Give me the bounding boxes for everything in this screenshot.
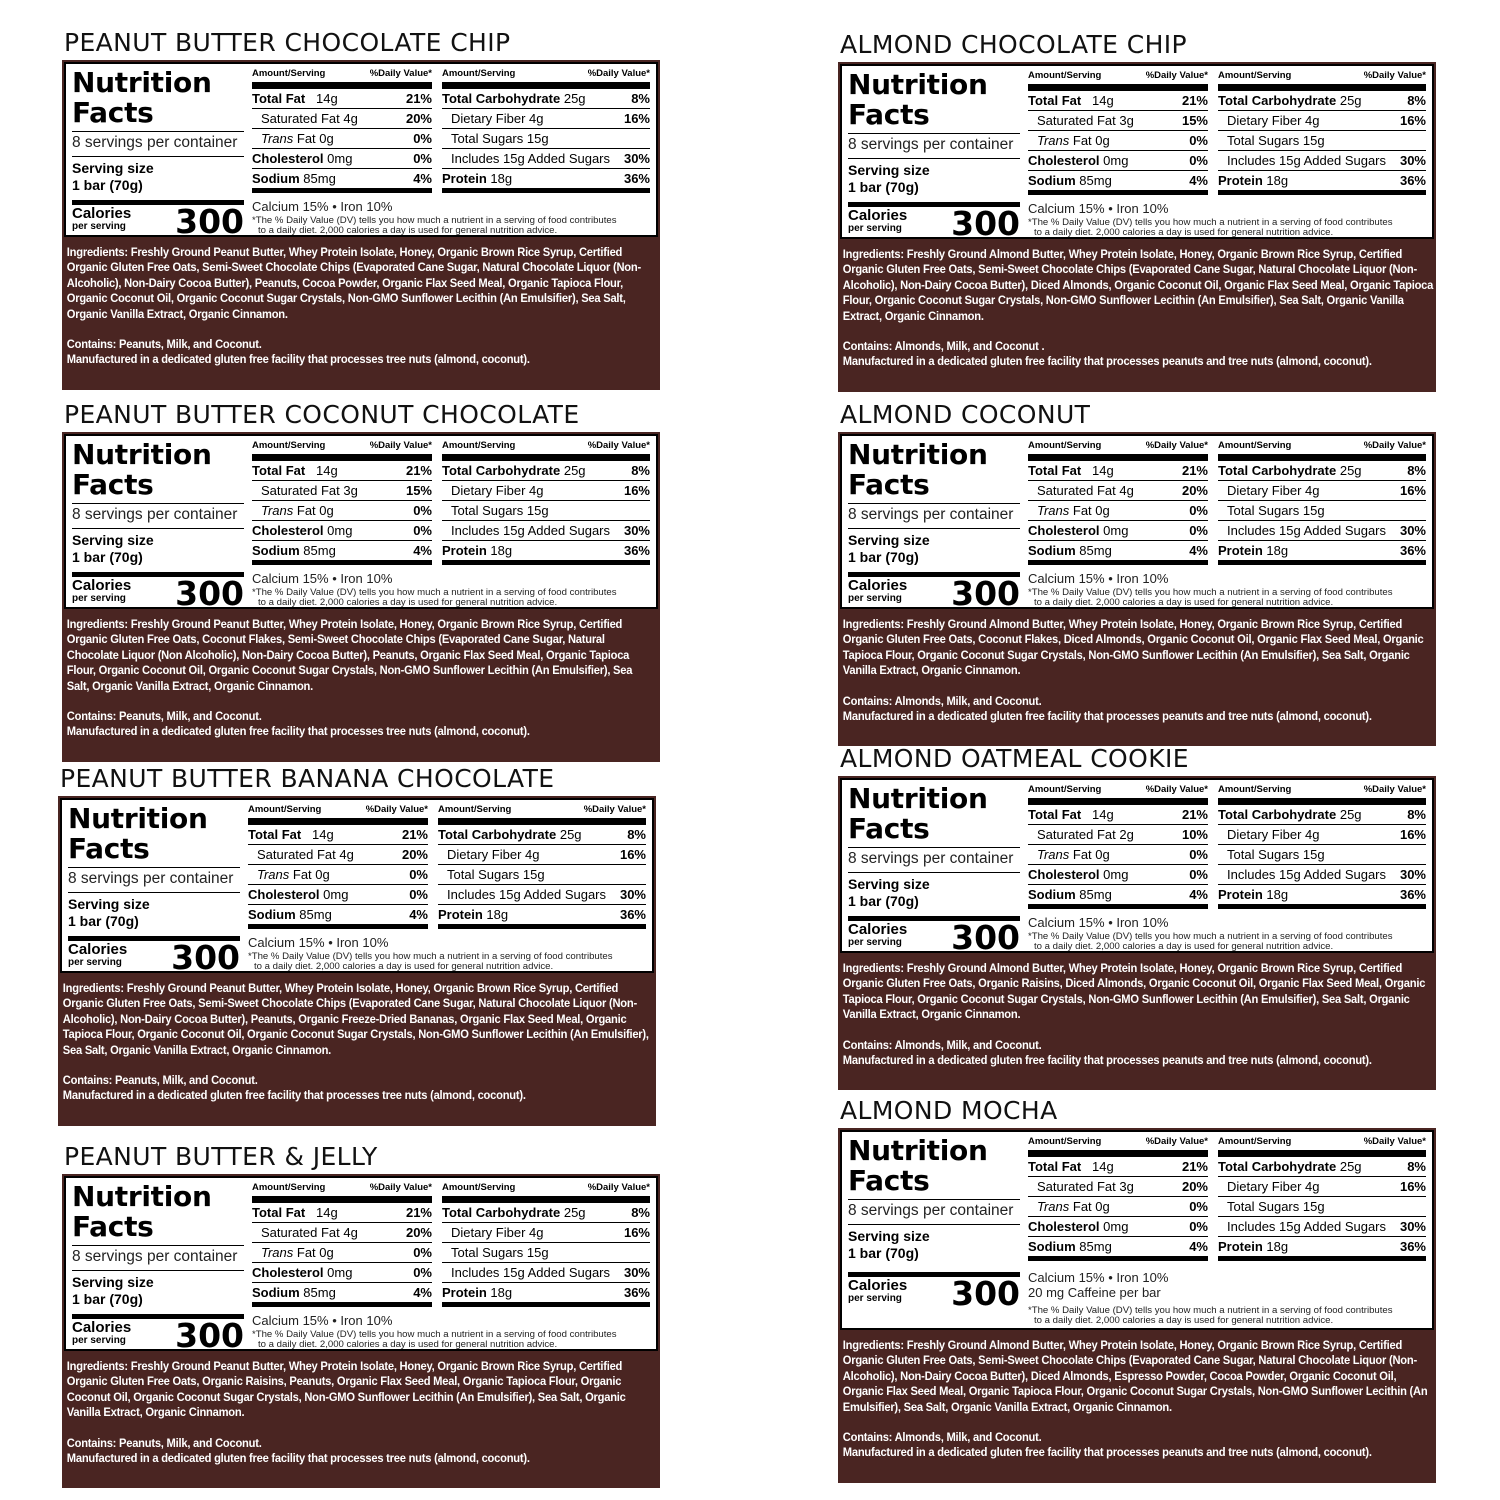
column-header: Amount/Serving %Daily Value*	[442, 1182, 650, 1203]
label-card	[62, 60, 660, 390]
calories-block	[72, 572, 244, 613]
calories-label: Calories	[68, 941, 128, 958]
total-fat-row: Total Fat 14g 21%	[1028, 1157, 1208, 1177]
protein-row: Protein 18g 36%	[1218, 885, 1426, 909]
contains-text: Contains: Peanuts, Milk, and Coconut.	[66, 1435, 262, 1450]
serving-size: Serving size 1 bar (70g)	[848, 872, 1020, 910]
added-sugars-row: Includes 15g Added Sugars 30%	[1218, 521, 1426, 541]
facility-text: Manufactured in a dedicated gluten free facility that processes peanuts and tree nuts (almond, coconut).	[842, 354, 1372, 369]
per-serving-label: per serving	[848, 937, 902, 948]
nf-header	[72, 1182, 244, 1308]
nutrient-column-1	[1028, 70, 1208, 195]
product-title: ALMOND CHOCOLATE CHIP	[840, 30, 1188, 59]
nf-title: Nutrition Facts	[848, 68, 988, 131]
calories-block	[848, 572, 1020, 613]
nf-header	[848, 440, 1020, 566]
cholesterol-row: Cholesterol 0mg 0%	[1028, 865, 1208, 885]
nf-header	[72, 440, 244, 566]
nf-title: Nutrition Facts	[72, 438, 212, 501]
calories-value: 300	[171, 938, 240, 977]
nf-header	[72, 68, 244, 194]
calcium-iron-text: Calcium 15% • Iron 10%	[252, 571, 393, 586]
daily-value-footnote: *The % Daily Value (DV) tells you how much a nutrient in a serving of food contributes to a daily diet. 2,000 calories a day is used for general nutrition advice.	[252, 1329, 617, 1350]
ingredients-box	[840, 1330, 1439, 1481]
column-header: Amount/Serving %Daily Value*	[438, 804, 646, 825]
ingredients-text: Ingredients: Freshly Ground Almond Butter, Whey Protein Isolate, Honey, Organic Brown Rice Syrup, Certified Organic Gluten Free Oats, Organic Raisins, Diced Almonds, Organic Coconut Oil, Organic Flax Seed Meal, Organic Tapioca Flour, Organic Coconut Sugar Crystals, Non-GMO Sunflower Lecithin (An Emulsifier), Sea Salt, Organic Vanilla Extract, Organic Cinnamon.	[842, 961, 1426, 1022]
column-header: Amount/Serving %Daily Value*	[1218, 1136, 1426, 1157]
daily-value-footnote: *The % Daily Value (DV) tells you how much a nutrient in a serving of food contributes to a daily diet. 2,000 calories a day is used for general nutrition advice.	[252, 215, 617, 236]
daily-value-footnote: *The % Daily Value (DV) tells you how much a nutrient in a serving of food contributes to a daily diet. 2,000 calories a day is used for general nutrition advice.	[1028, 587, 1393, 608]
added-sugars-row: Includes 15g Added Sugars 30%	[442, 1263, 650, 1283]
minerals-line	[252, 571, 652, 586]
facility-text: Manufactured in a dedicated gluten free facility that processes peanuts and tree nuts (almond, coconut).	[842, 1053, 1372, 1068]
saturated-fat-row: Saturated Fat 2g 10%	[1028, 825, 1208, 845]
product-title: PEANUT BUTTER COCONUT CHOCOLATE	[64, 400, 580, 429]
calories-label: Calories	[848, 207, 908, 224]
saturated-fat-row: Saturated Fat 4g 20%	[252, 109, 432, 129]
protein-row: Protein 18g 36%	[442, 169, 650, 193]
column-header: Amount/Serving %Daily Value*	[1028, 784, 1208, 805]
column-header: Amount/Serving %Daily Value*	[252, 1182, 432, 1203]
serving-size: Serving size 1 bar (70g)	[848, 158, 1020, 196]
label-card	[838, 62, 1436, 392]
total-carb-row: Total Carbohydrate 25g 8%	[1218, 91, 1426, 111]
nutrition-facts-label	[60, 798, 654, 977]
saturated-fat-row: Saturated Fat 3g 20%	[1028, 1177, 1208, 1197]
per-serving-label: per serving	[848, 593, 902, 604]
calories-value: 300	[951, 204, 1020, 243]
total-fat-row: Total Fat 14g 21%	[252, 1203, 432, 1223]
dietary-fiber-row: Dietary Fiber 4g 16%	[1218, 481, 1426, 501]
trans-fat-row: Trans Fat 0g 0%	[252, 129, 432, 149]
total-fat-row: Total Fat 14g 21%	[1028, 461, 1208, 481]
servings-per-container: 8 servings per container	[72, 1245, 244, 1266]
ingredients-box	[840, 239, 1439, 390]
label-card	[838, 432, 1436, 746]
trans-fat-row: Trans Fat 0g 0%	[1028, 501, 1208, 521]
sodium-row: Sodium 85mg 4%	[252, 169, 432, 193]
total-fat-row: Total Fat 14g 21%	[1028, 805, 1208, 825]
nutrient-column-1	[252, 440, 432, 565]
cholesterol-row: Cholesterol 0mg 0%	[252, 521, 432, 541]
sodium-row: Sodium 85mg 4%	[1028, 171, 1208, 195]
calories-value: 300	[951, 1274, 1020, 1313]
nf-title: Nutrition Facts	[848, 782, 988, 845]
dietary-fiber-row: Dietary Fiber 4g 16%	[438, 845, 646, 865]
servings-per-container: 8 servings per container	[848, 847, 1020, 868]
dietary-fiber-row: Dietary Fiber 4g 16%	[1218, 111, 1426, 131]
trans-fat-row: Trans Fat 0g 0%	[1028, 845, 1208, 865]
per-serving-label: per serving	[848, 223, 902, 234]
calcium-iron-text: Calcium 15% • Iron 10%	[1028, 201, 1169, 216]
facility-text: Manufactured in a dedicated gluten free facility that processes tree nuts (almond, coconut).	[66, 724, 530, 739]
calories-block	[848, 1272, 1020, 1313]
total-sugars-row: Total Sugars 15g	[438, 865, 646, 885]
contains-text: Contains: Almonds, Milk, and Coconut.	[842, 1430, 1042, 1445]
ingredients-text: Ingredients: Freshly Ground Almond Butter, Whey Protein Isolate, Honey, Organic Brown Rice Syrup, Certified Organic Gluten Free Oats, Semi-Sweet Chocolate Chips (Evaporated Cane Sugar, Natural Chocolate Liquor (Non-Alcoholic), Non-Dairy Cocoa Butter), Diced Almonds, Organic Coconut Oil, Organic Flax Seed Meal, Organic Tapioca Flour, Organic Coconut Sugar Crystals, Non-GMO Sunflower Lecithin (An Emulsifier), Sea Salt, Organic Vanilla Extract, Organic Cinnamon.	[842, 247, 1434, 323]
sodium-row: Sodium 85mg 4%	[252, 1283, 432, 1307]
servings-per-container: 8 servings per container	[72, 131, 244, 152]
trans-fat-row: Trans Fat 0g 0%	[252, 501, 432, 521]
nutrient-column-1	[1028, 1136, 1208, 1261]
calories-value: 300	[175, 1316, 244, 1355]
sodium-row: Sodium 85mg 4%	[252, 541, 432, 565]
ingredients-text: Ingredients: Freshly Ground Peanut Butter, Whey Protein Isolate, Honey, Organic Brown Rice Syrup, Certified Organic Gluten Free Oats, Coconut Flakes, Semi-Sweet Chocolate Chips (Evaporated Cane Sugar, Natural Chocolate Liquor (Non Alcoholic), Non-Dairy Cocoa Butter), Peanuts, Organic Flax Seed Meal, Organic Tapioca Flour, Organic Coconut Oil, Organic Coconut Sugar Crystals, Non-GMO Sunflower Lecithin (An Emulsifier), Sea Salt, Organic Vanilla Extract, Organic Cinnamon.	[66, 617, 633, 693]
added-sugars-row: Includes 15g Added Sugars 30%	[1218, 151, 1426, 171]
nf-title: Nutrition Facts	[848, 1134, 988, 1197]
dietary-fiber-row: Dietary Fiber 4g 16%	[442, 109, 650, 129]
trans-fat-row: Trans Fat 0g 0%	[1028, 131, 1208, 151]
nf-title: Nutrition Facts	[848, 438, 988, 501]
label-card	[62, 1174, 660, 1488]
facility-text: Manufactured in a dedicated gluten free facility that processes peanuts and tree nuts (almond, coconut).	[842, 1445, 1372, 1460]
sodium-row: Sodium 85mg 4%	[248, 905, 428, 929]
column-header: Amount/Serving %Daily Value*	[1218, 784, 1426, 805]
calcium-iron-text: Calcium 15% • Iron 10%	[1028, 1270, 1169, 1285]
total-carb-row: Total Carbohydrate 25g 8%	[1218, 1157, 1426, 1177]
total-fat-row: Total Fat 14g 21%	[252, 89, 432, 109]
calories-block	[68, 936, 240, 977]
dietary-fiber-row: Dietary Fiber 4g 16%	[442, 1223, 650, 1243]
nutrient-column-1	[252, 68, 432, 193]
column-header: Amount/Serving %Daily Value*	[252, 68, 432, 89]
nutrition-facts-label	[840, 64, 1434, 243]
nutrient-column-1	[1028, 784, 1208, 909]
total-carb-row: Total Carbohydrate 25g 8%	[1218, 805, 1426, 825]
protein-row: Protein 18g 36%	[442, 541, 650, 565]
protein-row: Protein 18g 36%	[1218, 541, 1426, 565]
serving-size: Serving size 1 bar (70g)	[72, 156, 244, 194]
facility-text: Manufactured in a dedicated gluten free facility that processes tree nuts (almond, coconut).	[66, 352, 530, 367]
calories-label: Calories	[848, 921, 908, 938]
facility-text: Manufactured in a dedicated gluten free facility that processes tree nuts (almond, coconut).	[62, 1088, 526, 1103]
calcium-iron-text: Calcium 15% • Iron 10%	[248, 935, 389, 950]
saturated-fat-row: Saturated Fat 4g 20%	[252, 1223, 432, 1243]
per-serving-label: per serving	[72, 1335, 126, 1346]
saturated-fat-row: Saturated Fat 3g 15%	[1028, 111, 1208, 131]
nutrient-column-2	[442, 1182, 650, 1307]
calories-block	[848, 202, 1020, 243]
saturated-fat-row: Saturated Fat 3g 15%	[252, 481, 432, 501]
added-sugars-row: Includes 15g Added Sugars 30%	[442, 521, 650, 541]
column-header: Amount/Serving %Daily Value*	[1218, 440, 1426, 461]
minerals-line	[252, 199, 652, 214]
serving-size: Serving size 1 bar (70g)	[68, 892, 240, 930]
total-sugars-row: Total Sugars 15g	[442, 501, 650, 521]
nf-header	[848, 70, 1020, 196]
calories-label: Calories	[848, 1277, 908, 1294]
ingredients-text: Ingredients: Freshly Ground Peanut Butter, Whey Protein Isolate, Honey, Organic Brown Rice Syrup, Certified Organic Gluten Free Oats, Organic Raisins, Peanuts, Organic Flax Seed Meal, Organic Tapioca Flour, Organic Coconut Oil, Organic Coconut Sugar Crystals, Non-GMO Sunflower Lecithin (An Emulsifier), Sea Salt, Organic Vanilla Extract, Organic Cinnamon.	[66, 1359, 626, 1420]
nf-header	[848, 784, 1020, 910]
nf-title: Nutrition Facts	[68, 802, 208, 865]
nf-title: Nutrition Facts	[72, 1180, 212, 1243]
cholesterol-row: Cholesterol 0mg 0%	[252, 149, 432, 169]
ingredients-box	[64, 237, 663, 388]
calories-block	[72, 1314, 244, 1355]
product-title: ALMOND OATMEAL COOKIE	[840, 744, 1189, 773]
caffeine-text: 20 mg Caffeine per bar	[1028, 1285, 1161, 1300]
column-header: Amount/Serving %Daily Value*	[1028, 70, 1208, 91]
sodium-row: Sodium 85mg 4%	[1028, 541, 1208, 565]
contains-text: Contains: Peanuts, Milk, and Coconut.	[66, 337, 262, 352]
trans-fat-row: Trans Fat 0g 0%	[1028, 1197, 1208, 1217]
label-card	[58, 796, 656, 1126]
column-header: Amount/Serving %Daily Value*	[1028, 440, 1208, 461]
nutrient-column-2	[442, 68, 650, 193]
facility-text: Manufactured in a dedicated gluten free facility that processes peanuts and tree nuts (almond, coconut).	[842, 709, 1372, 724]
column-header: Amount/Serving %Daily Value*	[442, 68, 650, 89]
calories-value: 300	[951, 918, 1020, 957]
calories-block	[848, 916, 1020, 957]
nutrient-column-2	[1218, 784, 1426, 909]
nutrition-facts-label	[840, 434, 1434, 613]
trans-fat-row: Trans Fat 0g 0%	[248, 865, 428, 885]
cholesterol-row: Cholesterol 0mg 0%	[248, 885, 428, 905]
serving-size: Serving size 1 bar (70g)	[72, 1270, 244, 1308]
calories-label: Calories	[72, 577, 132, 594]
serving-size: Serving size 1 bar (70g)	[848, 528, 1020, 566]
label-card	[838, 1128, 1436, 1483]
nf-header	[68, 804, 240, 930]
added-sugars-row: Includes 15g Added Sugars 30%	[438, 885, 646, 905]
contains-text: Contains: Peanuts, Milk, and Coconut.	[66, 709, 262, 724]
added-sugars-row: Includes 15g Added Sugars 30%	[1218, 865, 1426, 885]
protein-row: Protein 18g 36%	[438, 905, 646, 929]
sodium-row: Sodium 85mg 4%	[1028, 1237, 1208, 1261]
calcium-iron-text: Calcium 15% • Iron 10%	[252, 199, 393, 214]
serving-size: Serving size 1 bar (70g)	[848, 1224, 1020, 1262]
label-card	[62, 432, 660, 762]
ingredients-text: Ingredients: Freshly Ground Almond Butter, Whey Protein Isolate, Honey, Organic Brown Rice Syrup, Certified Organic Gluten Free Oats, Semi-Sweet Chocolate Chips (Evaporated Cane Sugar, Natural Chocolate Liquor (Non-Alcoholic), Non-Dairy Cocoa Butter), Diced Almonds, Espresso Powder, Cocoa Powder, Organic Coconut Oil, Organic Flax Seed Meal, Organic Tapioca Flour, Organic Coconut Sugar Crystals, Non-GMO Sunflower Lecithin (An Emulsifier), Sea Salt, Organic Vanilla Extract, Organic Cinnamon.	[842, 1338, 1428, 1414]
product-title: PEANUT BUTTER CHOCOLATE CHIP	[64, 28, 511, 57]
contains-text: Contains: Almonds, Milk, and Coconut.	[842, 1037, 1042, 1052]
nutrient-column-2	[1218, 70, 1426, 195]
dietary-fiber-row: Dietary Fiber 4g 16%	[1218, 825, 1426, 845]
saturated-fat-row: Saturated Fat 4g 20%	[248, 845, 428, 865]
nutrient-column-2	[1218, 440, 1426, 565]
cholesterol-row: Cholesterol 0mg 0%	[1028, 521, 1208, 541]
product-title: PEANUT BUTTER & JELLY	[64, 1142, 378, 1171]
added-sugars-row: Includes 15g Added Sugars 30%	[442, 149, 650, 169]
ingredients-text: Ingredients: Freshly Ground Almond Butter, Whey Protein Isolate, Honey, Organic Brown Rice Syrup, Certified Organic Gluten Free Oats, Coconut Flakes, Diced Almonds, Organic Coconut Oil, Organic Flax Seed Meal, Organic Tapioca Flour, Organic Coconut Sugar Crystals, Non-GMO Sunflower Lecithin (An Emulsifier), Sea Salt, Organic Vanilla Extract, Organic Cinnamon.	[842, 617, 1424, 678]
total-sugars-row: Total Sugars 15g	[442, 129, 650, 149]
minerals-line	[1028, 1270, 1428, 1300]
servings-per-container: 8 servings per container	[72, 503, 244, 524]
per-serving-label: per serving	[72, 593, 126, 604]
ingredients-text: Ingredients: Freshly Ground Peanut Butter, Whey Protein Isolate, Honey, Organic Brown Rice Syrup, Certified Organic Gluten Free Oats, Semi-Sweet Chocolate Chips (Evaporated Cane Sugar, Natural Chocolate Liquor (Non-Alcoholic), Non-Dairy Cocoa Butter), Peanuts, Cocoa Powder, Organic Flax Seed Meal, Organic Tapioca Flour, Organic Coconut Oil, Organic Coconut Sugar Crystals, Non-GMO Sunflower Lecithin (An Emulsifier), Sea Salt, Organic Vanilla Extract, Organic Cinnamon.	[66, 245, 641, 321]
minerals-line	[248, 935, 648, 950]
daily-value-footnote: *The % Daily Value (DV) tells you how much a nutrient in a serving of food contributes to a daily diet. 2,000 calories a day is used for general nutrition advice.	[248, 951, 613, 972]
nf-header	[848, 1136, 1020, 1262]
nutrition-facts-label	[64, 62, 658, 241]
product-title: ALMOND COCONUT	[840, 400, 1091, 429]
cholesterol-row: Cholesterol 0mg 0%	[1028, 151, 1208, 171]
nutrient-column-1	[248, 804, 428, 929]
total-carb-row: Total Carbohydrate 25g 8%	[1218, 461, 1426, 481]
ingredients-box	[64, 1351, 663, 1486]
trans-fat-row: Trans Fat 0g 0%	[252, 1243, 432, 1263]
nutrient-column-1	[1028, 440, 1208, 565]
daily-value-footnote: *The % Daily Value (DV) tells you how much a nutrient in a serving of food contributes to a daily diet. 2,000 calories a day is used for general nutrition advice.	[1028, 931, 1393, 952]
daily-value-footnote: *The % Daily Value (DV) tells you how much a nutrient in a serving of food contributes to a daily diet. 2,000 calories a day is used for general nutrition advice.	[1028, 1305, 1393, 1326]
saturated-fat-row: Saturated Fat 4g 20%	[1028, 481, 1208, 501]
minerals-line	[252, 1313, 652, 1328]
column-header: Amount/Serving %Daily Value*	[442, 440, 650, 461]
dietary-fiber-row: Dietary Fiber 4g 16%	[442, 481, 650, 501]
minerals-line	[1028, 201, 1428, 216]
servings-per-container: 8 servings per container	[848, 503, 1020, 524]
total-sugars-row: Total Sugars 15g	[1218, 1197, 1426, 1217]
cholesterol-row: Cholesterol 0mg 0%	[1028, 1217, 1208, 1237]
total-sugars-row: Total Sugars 15g	[1218, 845, 1426, 865]
ingredients-box	[60, 973, 659, 1124]
column-header: Amount/Serving %Daily Value*	[248, 804, 428, 825]
calories-label: Calories	[72, 205, 132, 222]
total-sugars-row: Total Sugars 15g	[442, 1243, 650, 1263]
contains-text: Contains: Peanuts, Milk, and Coconut.	[62, 1073, 258, 1088]
per-serving-label: per serving	[848, 1293, 902, 1304]
total-carb-row: Total Carbohydrate 25g 8%	[442, 1203, 650, 1223]
nutrient-column-2	[442, 440, 650, 565]
ingredients-box	[840, 609, 1439, 744]
calories-value: 300	[175, 574, 244, 613]
nutrition-facts-label	[840, 778, 1434, 957]
total-fat-row: Total Fat 14g 21%	[252, 461, 432, 481]
calcium-iron-text: Calcium 15% • Iron 10%	[252, 1313, 393, 1328]
nutrient-column-2	[1218, 1136, 1426, 1261]
calories-label: Calories	[72, 1319, 132, 1336]
nutrition-facts-label	[64, 1176, 658, 1355]
servings-per-container: 8 servings per container	[848, 133, 1020, 154]
column-header: Amount/Serving %Daily Value*	[1218, 70, 1426, 91]
ingredients-box	[840, 953, 1439, 1088]
nutrient-column-2	[438, 804, 646, 929]
servings-per-container: 8 servings per container	[68, 867, 240, 888]
ingredients-text: Ingredients: Freshly Ground Peanut Butter, Whey Protein Isolate, Honey, Organic Brown Rice Syrup, Certified Organic Gluten Free Oats, Semi-Sweet Chocolate Chips (Evaporated Cane Sugar, Natural Chocolate Liquor (Non-Alcoholic), Non-Dairy Cocoa Butter), Peanuts, Organic Freeze-Dried Bananas, Organic Flax Seed Meal, Organic Tapioca Flour, Organic Coconut Oil, Organic Coconut Sugar Crystals, Non-GMO Sunflower Lecithin (An Emulsifier), Sea Salt, Organic Vanilla Extract, Organic Cinnamon.	[62, 981, 649, 1057]
cholesterol-row: Cholesterol 0mg 0%	[252, 1263, 432, 1283]
total-carb-row: Total Carbohydrate 25g 8%	[438, 825, 646, 845]
contains-text: Contains: Almonds, Milk, and Coconut .	[842, 339, 1045, 354]
nf-title: Nutrition Facts	[72, 66, 212, 129]
calories-value: 300	[175, 202, 244, 241]
calcium-iron-text: Calcium 15% • Iron 10%	[1028, 571, 1169, 586]
calories-label: Calories	[848, 577, 908, 594]
protein-row: Protein 18g 36%	[1218, 1237, 1426, 1261]
column-header: Amount/Serving %Daily Value*	[252, 440, 432, 461]
dietary-fiber-row: Dietary Fiber 4g 16%	[1218, 1177, 1426, 1197]
daily-value-footnote: *The % Daily Value (DV) tells you how much a nutrient in a serving of food contributes to a daily diet. 2,000 calories a day is used for general nutrition advice.	[252, 587, 617, 608]
protein-row: Protein 18g 36%	[1218, 171, 1426, 195]
contains-text: Contains: Almonds, Milk, and Coconut.	[842, 693, 1042, 708]
nutrient-column-1	[252, 1182, 432, 1307]
ingredients-box	[64, 609, 663, 760]
serving-size: Serving size 1 bar (70g)	[72, 528, 244, 566]
product-title: PEANUT BUTTER BANANA CHOCOLATE	[60, 764, 555, 793]
total-carb-row: Total Carbohydrate 25g 8%	[442, 461, 650, 481]
nutrition-facts-label	[64, 434, 658, 613]
sodium-row: Sodium 85mg 4%	[1028, 885, 1208, 909]
total-sugars-row: Total Sugars 15g	[1218, 131, 1426, 151]
label-card	[838, 776, 1436, 1090]
calcium-iron-text: Calcium 15% • Iron 10%	[1028, 915, 1169, 930]
facility-text: Manufactured in a dedicated gluten free facility that processes tree nuts (almond, coconut).	[66, 1451, 530, 1466]
daily-value-footnote: *The % Daily Value (DV) tells you how much a nutrient in a serving of food contributes to a daily diet. 2,000 calories a day is used for general nutrition advice.	[1028, 217, 1393, 238]
total-sugars-row: Total Sugars 15g	[1218, 501, 1426, 521]
protein-row: Protein 18g 36%	[442, 1283, 650, 1307]
servings-per-container: 8 servings per container	[848, 1199, 1020, 1220]
total-fat-row: Total Fat 14g 21%	[248, 825, 428, 845]
minerals-line	[1028, 915, 1428, 930]
added-sugars-row: Includes 15g Added Sugars 30%	[1218, 1217, 1426, 1237]
minerals-line	[1028, 571, 1428, 586]
per-serving-label: per serving	[72, 221, 126, 232]
calories-block	[72, 200, 244, 241]
total-fat-row: Total Fat 14g 21%	[1028, 91, 1208, 111]
total-carb-row: Total Carbohydrate 25g 8%	[442, 89, 650, 109]
per-serving-label: per serving	[68, 957, 122, 968]
nutrition-facts-label	[840, 1130, 1434, 1330]
product-title: ALMOND MOCHA	[840, 1096, 1058, 1125]
calories-value: 300	[951, 574, 1020, 613]
column-header: Amount/Serving %Daily Value*	[1028, 1136, 1208, 1157]
